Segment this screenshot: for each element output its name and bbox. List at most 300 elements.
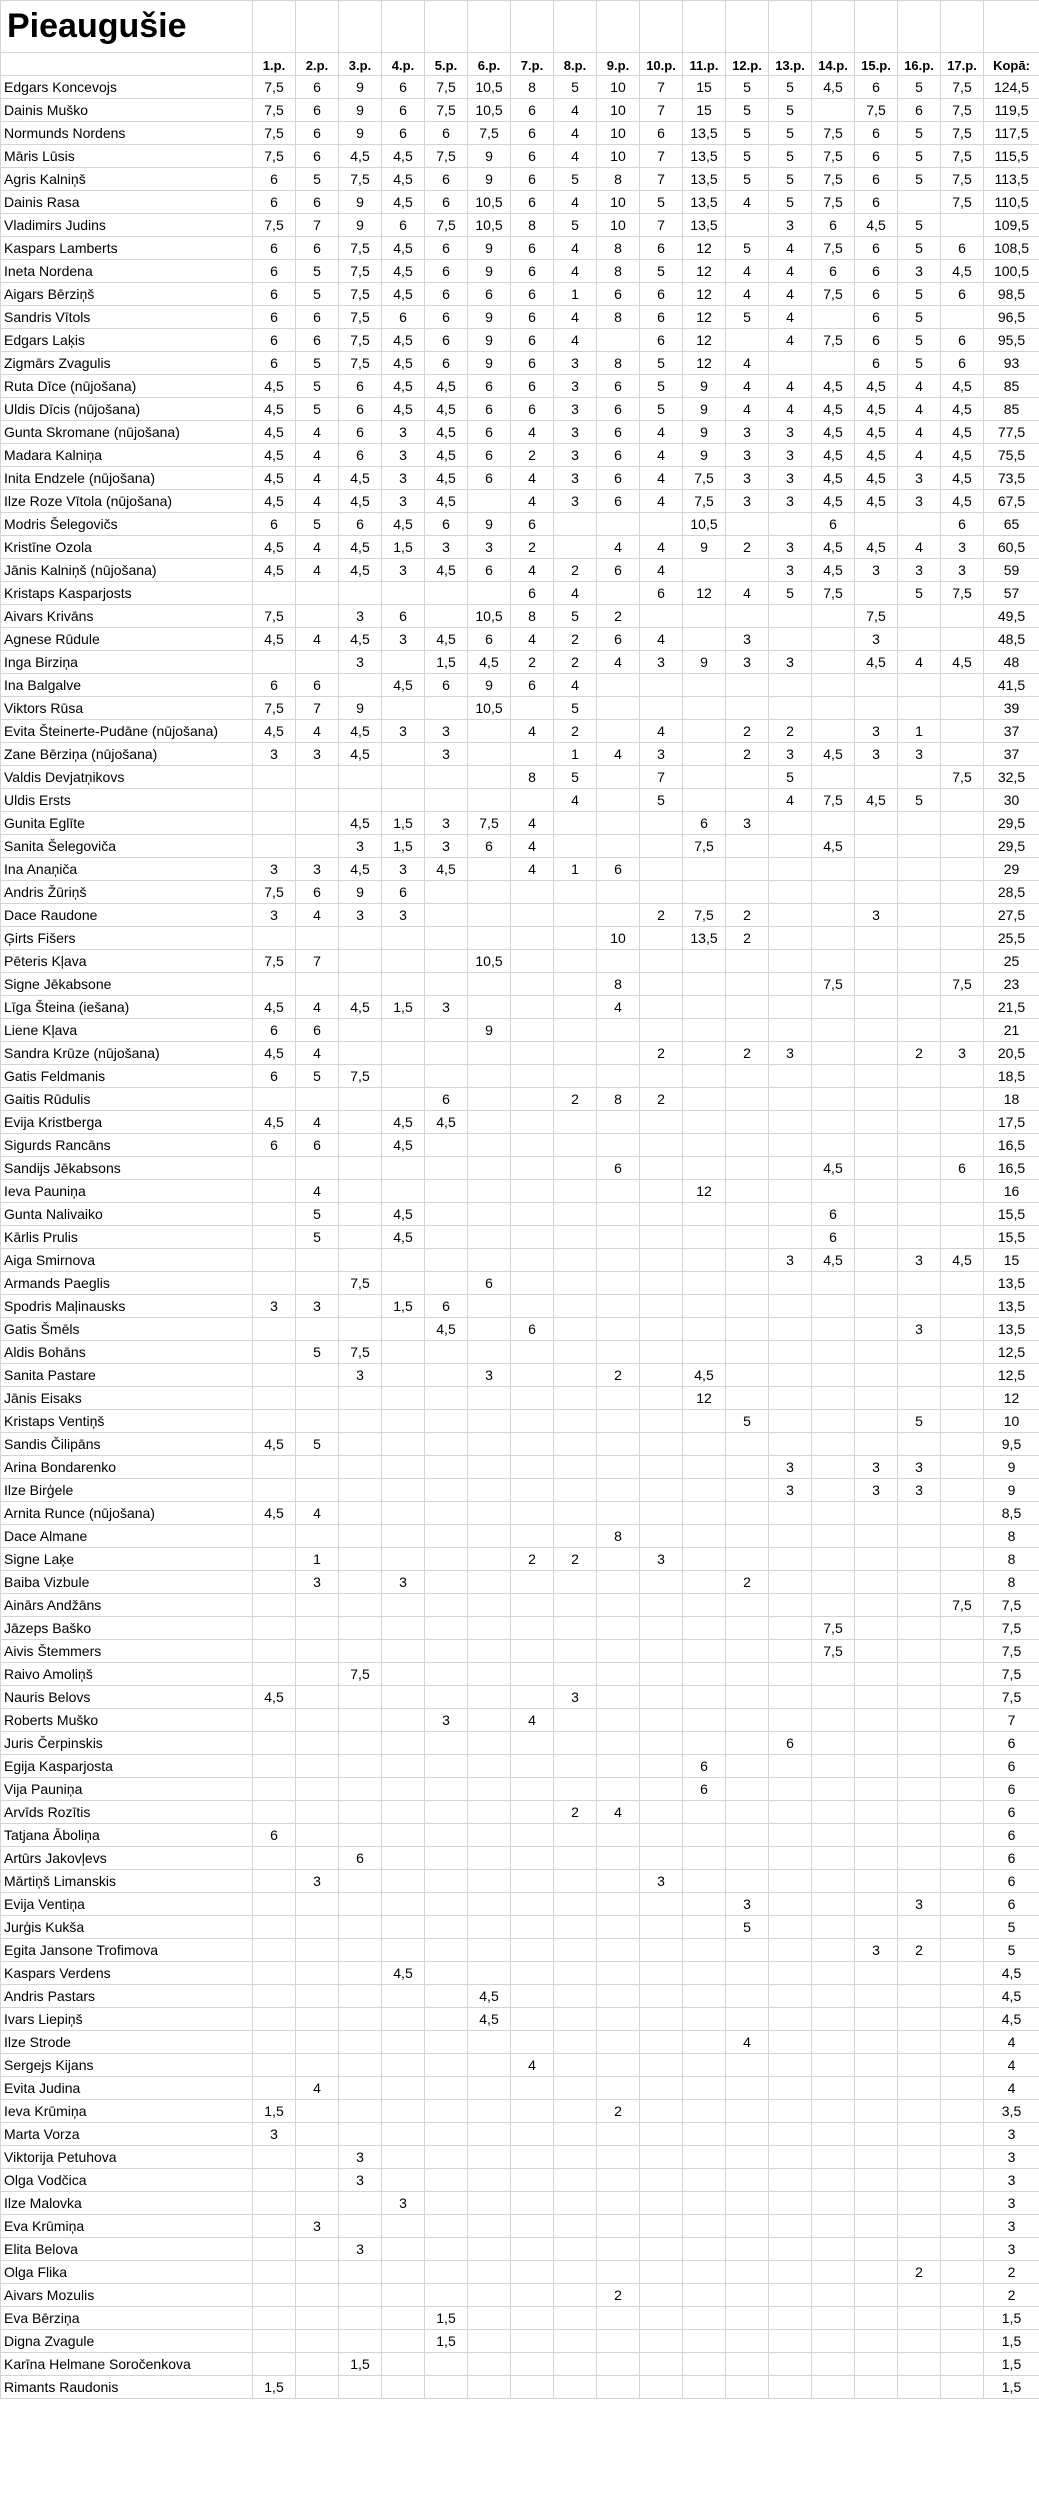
score-cell-round-13 [769,1111,812,1134]
score-cell-round-6 [468,582,511,605]
participant-name: Uldis Dīcis (nūjošana) [1,398,253,421]
score-cell-round-5 [425,1916,468,1939]
score-cell-round-7 [511,1985,554,2008]
score-cell-round-13: 4 [769,329,812,352]
score-cell-round-7 [511,2123,554,2146]
score-cell-round-1 [253,835,296,858]
score-cell-round-9: 10 [597,214,640,237]
score-cell-round-10 [640,1525,683,1548]
score-cell-round-17 [941,2008,984,2031]
score-cell-round-16 [898,697,941,720]
score-cell-round-15 [855,1019,898,1042]
score-cell-round-15 [855,1272,898,1295]
score-cell-round-12 [726,2353,769,2376]
score-cell-round-13 [769,1709,812,1732]
total-score: 1,5 [984,2376,1039,2399]
score-cell-round-4 [382,697,425,720]
score-cell-round-6 [468,996,511,1019]
score-cell-round-12 [726,1801,769,1824]
table-row [1,1962,1039,1985]
score-cell-round-2 [296,1525,339,1548]
table-row [1,605,1039,628]
score-cell-round-11 [683,1111,726,1134]
score-cell-round-4 [382,950,425,973]
score-cell-round-8 [554,1709,597,1732]
total-score: 96,5 [984,306,1039,329]
total-score: 16,5 [984,1157,1039,1180]
score-cell-round-10 [640,1364,683,1387]
total-score: 67,5 [984,490,1039,513]
score-cell-round-1 [253,2146,296,2169]
total-score: 100,5 [984,260,1039,283]
score-cell-round-7: 4 [511,2054,554,2077]
score-cell-round-5 [425,1065,468,1088]
score-cell-round-8: 3 [554,375,597,398]
score-cell-round-15: 3 [855,720,898,743]
score-cell-round-5 [425,1410,468,1433]
score-cell-round-7 [511,2100,554,2123]
score-cell-round-2: 4 [296,904,339,927]
score-cell-round-9: 6 [597,1157,640,1180]
participant-name: Rimants Raudonis [1,2376,253,2399]
score-cell-round-5: 3 [425,536,468,559]
score-cell-round-5 [425,2123,468,2146]
table-row [1,1364,1039,1387]
score-cell-round-10 [640,1065,683,1088]
score-cell-round-14: 4,5 [812,1249,855,1272]
score-cell-round-14 [812,1778,855,1801]
score-cell-round-17 [941,1732,984,1755]
participant-name: Evita Šteinerte-Pudāne (nūjošana) [1,720,253,743]
score-cell-round-3: 7,5 [339,237,382,260]
score-cell-round-10 [640,1180,683,1203]
score-cell-round-6 [468,1778,511,1801]
score-cell-round-16: 3 [898,260,941,283]
score-cell-round-5 [425,1134,468,1157]
score-cell-round-2: 4 [296,2077,339,2100]
score-cell-round-16: 3 [898,743,941,766]
score-cell-round-16: 5 [898,122,941,145]
score-cell-round-10 [640,513,683,536]
score-cell-round-8: 2 [554,628,597,651]
score-cell-round-10 [640,1295,683,1318]
score-cell-round-6 [468,2192,511,2215]
score-cell-round-13: 4 [769,237,812,260]
score-cell-round-10: 4 [640,421,683,444]
score-cell-round-7 [511,1732,554,1755]
table-row [1,720,1039,743]
score-cell-round-5 [425,1640,468,1663]
table-row [1,1433,1039,1456]
total-score: 109,5 [984,214,1039,237]
score-cell-round-2 [296,973,339,996]
score-cell-round-14 [812,950,855,973]
score-cell-round-7: 6 [511,260,554,283]
score-cell-round-13: 3 [769,1456,812,1479]
participant-name: Evita Judina [1,2077,253,2100]
score-cell-round-2 [296,2284,339,2307]
score-cell-round-11 [683,1226,726,1249]
score-cell-round-13: 3 [769,1042,812,1065]
score-cell-round-3 [339,1042,382,1065]
table-row [1,2330,1039,2353]
score-cell-round-6: 6 [468,421,511,444]
score-cell-round-11 [683,1502,726,1525]
score-cell-round-5 [425,1548,468,1571]
empty-cell [253,1,296,53]
score-cell-round-14 [812,2123,855,2146]
score-cell-round-8 [554,2376,597,2399]
table-row [1,2146,1039,2169]
score-cell-round-17: 4,5 [941,398,984,421]
total-score: 3 [984,2146,1039,2169]
empty-cell [812,1,855,53]
score-cell-round-14 [812,1502,855,1525]
score-cell-round-15 [855,766,898,789]
score-cell-round-9: 8 [597,973,640,996]
total-score: 4 [984,2031,1039,2054]
score-cell-round-5 [425,1180,468,1203]
score-cell-round-2: 5 [296,260,339,283]
score-cell-round-14 [812,2054,855,2077]
score-cell-round-15 [855,1847,898,1870]
participant-name: Sanita Pastare [1,1364,253,1387]
score-cell-round-17 [941,2261,984,2284]
score-cell-round-11 [683,1042,726,1065]
score-cell-round-15 [855,2008,898,2031]
score-cell-round-5 [425,2238,468,2261]
score-cell-round-12 [726,2008,769,2031]
score-cell-round-1 [253,2008,296,2031]
score-cell-round-3: 4,5 [339,812,382,835]
score-cell-round-4 [382,2261,425,2284]
score-cell-round-1 [253,766,296,789]
score-cell-round-15 [855,2307,898,2330]
score-cell-round-4 [382,1801,425,1824]
score-cell-round-6 [468,2215,511,2238]
participant-name: Marta Vorza [1,2123,253,2146]
total-score: 15,5 [984,1203,1039,1226]
score-cell-round-15: 6 [855,283,898,306]
score-cell-round-15: 4,5 [855,398,898,421]
score-cell-round-1 [253,1663,296,1686]
table-row [1,1203,1039,1226]
score-cell-round-12 [726,1594,769,1617]
score-cell-round-10: 6 [640,237,683,260]
table-row [1,421,1039,444]
score-cell-round-15 [855,950,898,973]
score-cell-round-14 [812,2284,855,2307]
score-cell-round-12: 3 [726,651,769,674]
score-cell-round-16: 5 [898,214,941,237]
score-cell-round-10 [640,1456,683,1479]
score-cell-round-12 [726,2100,769,2123]
score-cell-round-7: 6 [511,1318,554,1341]
score-cell-round-7: 4 [511,812,554,835]
table-row [1,858,1039,881]
score-cell-round-2: 5 [296,375,339,398]
score-cell-round-5 [425,1847,468,1870]
empty-cell [941,1,984,53]
score-cell-round-15 [855,697,898,720]
participant-name: Sandris Vītols [1,306,253,329]
score-cell-round-9 [597,1134,640,1157]
score-cell-round-8: 4 [554,329,597,352]
participant-name: Ieva Krūmiņa [1,2100,253,2123]
score-cell-round-1: 4,5 [253,1686,296,1709]
score-cell-round-17: 7,5 [941,766,984,789]
participant-name: Ilze Birģele [1,1479,253,1502]
score-cell-round-13 [769,1870,812,1893]
score-cell-round-7 [511,1640,554,1663]
score-cell-round-17 [941,697,984,720]
score-cell-round-4: 3 [382,444,425,467]
score-cell-round-10 [640,1709,683,1732]
score-cell-round-6 [468,1226,511,1249]
total-score: 16 [984,1180,1039,1203]
score-cell-round-1 [253,1456,296,1479]
score-cell-round-9 [597,2192,640,2215]
score-cell-round-4: 1,5 [382,1295,425,1318]
score-cell-round-4 [382,2054,425,2077]
score-cell-round-1: 7,5 [253,122,296,145]
score-cell-round-1: 7,5 [253,881,296,904]
score-cell-round-16 [898,1732,941,1755]
table-row [1,2077,1039,2100]
score-cell-round-11: 9 [683,375,726,398]
score-cell-round-4: 3 [382,628,425,651]
score-cell-round-6: 10,5 [468,99,511,122]
table-row [1,996,1039,1019]
score-cell-round-7 [511,1088,554,1111]
score-cell-round-14: 7,5 [812,283,855,306]
score-cell-round-12 [726,1709,769,1732]
score-cell-round-10 [640,1203,683,1226]
score-cell-round-5: 6 [425,306,468,329]
score-cell-round-5 [425,2146,468,2169]
score-cell-round-14 [812,1962,855,1985]
score-cell-round-12 [726,2054,769,2077]
score-cell-round-6 [468,1387,511,1410]
score-cell-round-14: 4,5 [812,490,855,513]
score-cell-round-13 [769,2284,812,2307]
score-cell-round-14: 7,5 [812,168,855,191]
score-cell-round-13 [769,2215,812,2238]
score-cell-round-12 [726,1341,769,1364]
score-cell-round-1: 4,5 [253,490,296,513]
score-cell-round-11: 7,5 [683,904,726,927]
score-cell-round-3 [339,1985,382,2008]
score-cell-round-15 [855,1341,898,1364]
score-cell-round-15 [855,1617,898,1640]
score-cell-round-13: 5 [769,122,812,145]
score-cell-round-11 [683,2054,726,2077]
score-cell-round-3 [339,2054,382,2077]
score-cell-round-12 [726,1686,769,1709]
score-cell-round-15 [855,1801,898,1824]
score-cell-round-14 [812,1088,855,1111]
score-cell-round-3 [339,2100,382,2123]
score-cell-round-14 [812,1709,855,1732]
score-cell-round-15 [855,858,898,881]
score-cell-round-11: 7,5 [683,467,726,490]
participant-name: Ilze Malovka [1,2192,253,2215]
score-cell-round-10 [640,1801,683,1824]
score-cell-round-17: 7,5 [941,582,984,605]
score-cell-round-7 [511,789,554,812]
score-cell-round-1: 6 [253,513,296,536]
score-cell-round-8 [554,1111,597,1134]
score-cell-round-9: 8 [597,260,640,283]
score-cell-round-4: 4,5 [382,260,425,283]
score-cell-round-17: 3 [941,559,984,582]
score-cell-round-17 [941,1019,984,1042]
score-cell-round-1: 1,5 [253,2100,296,2123]
score-cell-round-9 [597,1272,640,1295]
score-cell-round-2: 5 [296,1065,339,1088]
total-score: 20,5 [984,1042,1039,1065]
score-cell-round-13: 4 [769,283,812,306]
score-cell-round-1 [253,1272,296,1295]
score-cell-round-8: 1 [554,283,597,306]
score-cell-round-7 [511,1801,554,1824]
score-cell-round-7: 6 [511,99,554,122]
score-cell-round-6 [468,2100,511,2123]
score-cell-round-4 [382,1847,425,1870]
score-cell-round-10 [640,835,683,858]
total-score: 85 [984,398,1039,421]
score-cell-round-8 [554,2192,597,2215]
participant-name: Sandis Čilipāns [1,1433,253,1456]
score-cell-round-12 [726,1548,769,1571]
score-cell-round-1: 4,5 [253,375,296,398]
score-cell-round-6 [468,927,511,950]
score-cell-round-12: 5 [726,76,769,99]
total-score: 15 [984,1249,1039,1272]
score-cell-round-10 [640,1272,683,1295]
score-cell-round-4 [382,789,425,812]
score-cell-round-13 [769,2054,812,2077]
score-cell-round-11: 12 [683,1387,726,1410]
score-cell-round-15: 3 [855,1479,898,1502]
score-cell-round-2: 4 [296,559,339,582]
score-cell-round-8 [554,1778,597,1801]
total-score: 108,5 [984,237,1039,260]
score-cell-round-6: 3 [468,536,511,559]
score-cell-round-12 [726,996,769,1019]
score-cell-round-17 [941,2330,984,2353]
score-cell-round-1 [253,1249,296,1272]
score-cell-round-7 [511,1134,554,1157]
score-cell-round-6 [468,1479,511,1502]
score-cell-round-10: 3 [640,651,683,674]
score-cell-round-14 [812,2169,855,2192]
score-cell-round-4 [382,1157,425,1180]
total-score: 4 [984,2054,1039,2077]
score-cell-round-4: 1,5 [382,835,425,858]
score-cell-round-2: 3 [296,1295,339,1318]
table-row [1,628,1039,651]
score-cell-round-14 [812,2100,855,2123]
score-cell-round-8: 4 [554,122,597,145]
score-cell-round-16 [898,1640,941,1663]
score-cell-round-8 [554,2123,597,2146]
table-row [1,2284,1039,2307]
score-cell-round-4 [382,1456,425,1479]
score-cell-round-16 [898,1916,941,1939]
score-cell-round-11 [683,1709,726,1732]
score-cell-round-4 [382,1042,425,1065]
score-cell-round-2: 4 [296,720,339,743]
table-row [1,2192,1039,2215]
score-cell-round-10 [640,858,683,881]
score-cell-round-15 [855,1893,898,1916]
score-cell-round-6: 9 [468,674,511,697]
score-cell-round-12 [726,1019,769,1042]
score-cell-round-17 [941,881,984,904]
participant-name: Signe Laķe [1,1548,253,1571]
score-cell-round-13 [769,1502,812,1525]
score-cell-round-4 [382,1088,425,1111]
score-cell-round-9 [597,1571,640,1594]
score-cell-round-16: 3 [898,1456,941,1479]
score-cell-round-10: 2 [640,1088,683,1111]
score-cell-round-10 [640,812,683,835]
score-cell-round-7: 6 [511,122,554,145]
score-cell-round-4: 3 [382,904,425,927]
table-row [1,1318,1039,1341]
score-cell-round-8 [554,1893,597,1916]
score-cell-round-5 [425,1893,468,1916]
score-cell-round-3 [339,2261,382,2284]
score-cell-round-6: 9 [468,306,511,329]
score-cell-round-10 [640,2284,683,2307]
score-cell-round-10: 4 [640,720,683,743]
total-score: 37 [984,743,1039,766]
score-cell-round-17 [941,214,984,237]
score-cell-round-6: 6 [468,375,511,398]
score-cell-round-7: 6 [511,145,554,168]
score-cell-round-3: 4,5 [339,467,382,490]
score-cell-round-16: 5 [898,789,941,812]
table-row [1,1617,1039,1640]
score-cell-round-4 [382,2330,425,2353]
score-cell-round-15 [855,1686,898,1709]
table-row [1,582,1039,605]
header-round-4: 4.p. [382,53,425,76]
score-cell-round-10 [640,2376,683,2399]
score-cell-round-15 [855,1387,898,1410]
score-cell-round-1: 7,5 [253,76,296,99]
participant-name: Aivis Štemmers [1,1640,253,1663]
score-cell-round-16 [898,858,941,881]
participant-name: Viktors Rūsa [1,697,253,720]
score-cell-round-4 [382,1640,425,1663]
score-cell-round-6 [468,1180,511,1203]
score-cell-round-7 [511,1065,554,1088]
table-row [1,2169,1039,2192]
score-cell-round-13: 4 [769,789,812,812]
score-cell-round-2: 4 [296,536,339,559]
total-score: 21,5 [984,996,1039,1019]
score-cell-round-6: 6 [468,444,511,467]
score-cell-round-17: 6 [941,513,984,536]
table-row [1,1295,1039,1318]
score-cell-round-8 [554,1663,597,1686]
score-cell-round-4: 4,5 [382,168,425,191]
score-cell-round-9 [597,950,640,973]
score-cell-round-17 [941,1088,984,1111]
